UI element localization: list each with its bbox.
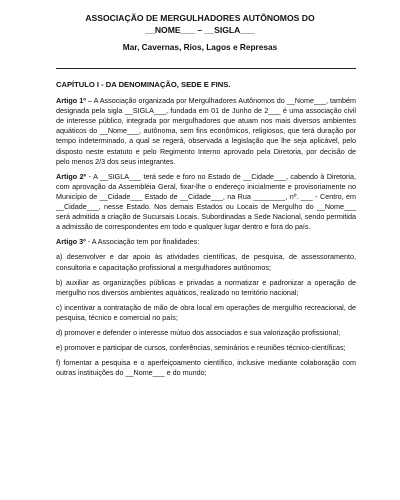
purpose-item-c: c) incentivar a contratação de mão de obra local em operações de mergulho recreacional, de pesquisa, técnico e comercial no país; [56, 302, 356, 322]
article-1-text: – A Associação organizada por Mergulhadores Autônomos do __Nome___, também designada pela sigla __SIGLA___, fundada em 01 de Junho de 2___ é uma associação civil de interesse público, integrada por mergulhadores que atuam nos mais diversos ambientes aquáticos do __Nome___, autônoma, sem fins econômicos, religiosos, que terá duração por tempo indeterminado, a qual se regerá, observada a legislação que lhe seja aplicável, pelo disposto neste estatuto e pelo Regimento Interno aprovado pela Diretoria, por decisão de pelo menos 2/3 dos seus integrantes. [56, 96, 357, 166]
document-subtitle: Mar, Cavernas, Rios, Lagos e Represas [122, 42, 278, 52]
purpose-item-d: d) promover e defender o interesse mútuo dos associados e sua valorização profissional; [56, 327, 341, 337]
document-title: ASSOCIAÇÃO DE MERGULHADORES AUTÔNOMOS DO __NOME___ – __SIGLA___ [85, 13, 315, 35]
purpose-item-e: e) promover e participar de cursos, conferências, seminários e reuniões técnico-científicas; [56, 343, 346, 353]
article-2-label: Artigo 2º [56, 171, 87, 181]
purpose-item-a: a) desenvolver e dar apoio às atividades científicas, de pesquisa, de assessoramento, consultoria e capacitação profissional a mergulhadores autônomos; [56, 252, 356, 272]
article-3 [56, 237, 356, 247]
purpose-item-b: b) auxiliar as organizações públicas e privadas a normatizar e padronizar a operação de mergulho nos diversos ambientes aquáticos, realizado no território nacional; [56, 277, 356, 297]
purpose-item-f: f) fomentar a pesquisa e o aperfeiçoamento científico, inclusive mediante colaboração com outras instituições do __Nome___ e do mundo; [56, 358, 356, 378]
article-1-label: Artigo 1º [56, 96, 86, 106]
document-body [56, 80, 356, 383]
article-1 [56, 96, 356, 167]
article-2 [56, 172, 356, 233]
article-3-text: - A Associação tem por finalidades: [85, 237, 200, 247]
article-3-label: Artigo 3º [56, 237, 86, 247]
article-2-text: - A __SIGLA___ terá sede e foro no Estado de __Cidade___, cabendo à Diretoria, com aprovação da Assembléia Geral, fixar-lhe o endereço inicialmente e provisoriamente no Município de __Cidade___ Estado de __Cidade___, na Rua ________, nº. ___ - Centro, em __Cidade___, nesse Estado. Nos demais Estados ou Locais de Mergulho do __Nome___ será admitida a criação de Sucursais Locais. Subordinadas a Sede Nacional, sendo permitida a admissão de correspondentes em todo e qualquer lugar dentro e fora do país. [56, 171, 356, 232]
chapter-heading: CAPÍTULO I - DA DENOMINAÇÃO, SEDE E FINS. [56, 80, 231, 89]
title-divider [56, 68, 356, 69]
